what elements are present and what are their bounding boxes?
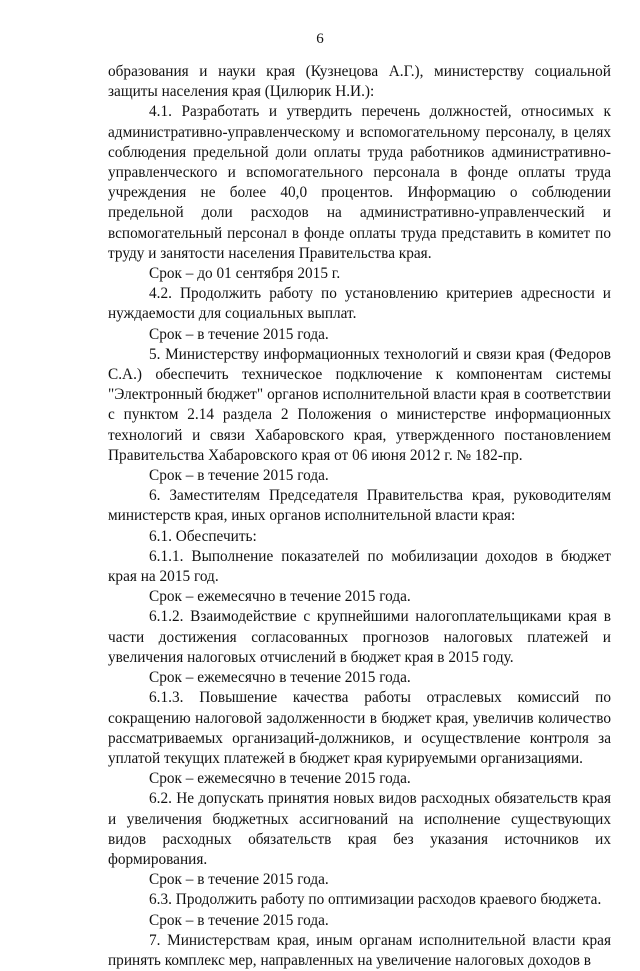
deadline-line: Срок – в течение 2015 года. [149,871,329,889]
paragraph-item-7: 7. Министерствам края, иным органам исполнительной власти края принять комплекс мер, направленных на увеличение налоговых доходов в [108,931,611,969]
paragraph-item-6-2: 6.2. Не допускать принятия новых видов расходных обязательств края и увеличения бюджетных ассигнований на исполнение существующих видов расходных обязательств края без указания источников их формирования. [108,790,611,868]
deadline-line: Срок – в течение 2015 года. [149,467,329,485]
page-number: 6 [316,31,324,47]
paragraph-continuation: образования и науки края (Кузнецова А.Г.), министерству социальной защиты населения края (Цилюрик Н.И.): [108,63,611,101]
paragraph-item-6-1-2: 6.1.2. Взаимодействие с крупнейшими налогоплательщиками края в части достижения согласованных прогнозов налоговых платежей и увеличения налоговых отчислений в бюджет края в 2015 году. [108,608,611,666]
deadline-line: Срок – в течение 2015 года. [149,325,329,343]
document-body [108,62,611,971]
deadline-line: Срок – ежемесячно в течение 2015 года. [149,588,411,606]
deadline-line: Срок – ежемесячно в течение 2015 года. [149,669,411,687]
paragraph-item-6-1-1: 6.1.1. Выполнение показателей по мобилизации доходов в бюджет края на 2015 год. [108,547,611,586]
paragraph-item-6-1: 6.1. Обеспечить: [149,527,257,545]
paragraph-item-4-2: 4.2. Продолжить работу по установлению критериев адресности и нуждаемости для социальных выплат. [108,285,611,323]
paragraph-item-6: 6. Заместителям Председателя Правительства края, руководителям министерств края, иных органов исполнительной власти края: [108,487,611,525]
deadline-line: Срок – до 01 сентября 2015 г. [149,265,341,283]
deadline-line: Срок – в течение 2015 года. [149,911,329,929]
deadline-line: Срок – ежемесячно в течение 2015 года. [149,770,411,788]
paragraph-item-5: 5. Министерству информационных технологий и связи края (Федоров С.А.) обеспечить техническое подключение к компонентам системы "Электронный бюджет" органов исполнительной власти края в соответствии с пунктом 2.14 раздела 2 Положения о министерстве информационных технологий и связи Хабаровского края, утвержденного постановлением Правительства Хабаровского края от 06 июня 2012 г. № 182-пр. [108,345,611,464]
paragraph-item-4-1: 4.1. Разработать и утвердить перечень должностей, относимых к административно-управленческому и вспомогательному персоналу, в целях соблюдения предельной доли оплаты труда работников административно-управленческого и вспомогательного персонала в фонде оплаты труда учреждения не более 40,0 процентов. Информацию о соблюдении предельной доли расходов на административно-управленческий и вспомогательный персонал в фонде оплаты труда представить в комитет по труду и занятости населения Правительства края. [108,103,611,262]
paragraph-item-6-1-3: 6.1.3. Повышение качества работы отраслевых комиссий по сокращению налоговой задолженности в бюджет края, увеличив количество рассматриваемых организаций-должников, и осуществление контроля за уплатой текущих платежей в бюджет края курируемыми организациями. [108,689,611,767]
paragraph-item-6-3: 6.3. Продолжить работу по оптимизации расходов краевого бюджета. [149,891,602,909]
